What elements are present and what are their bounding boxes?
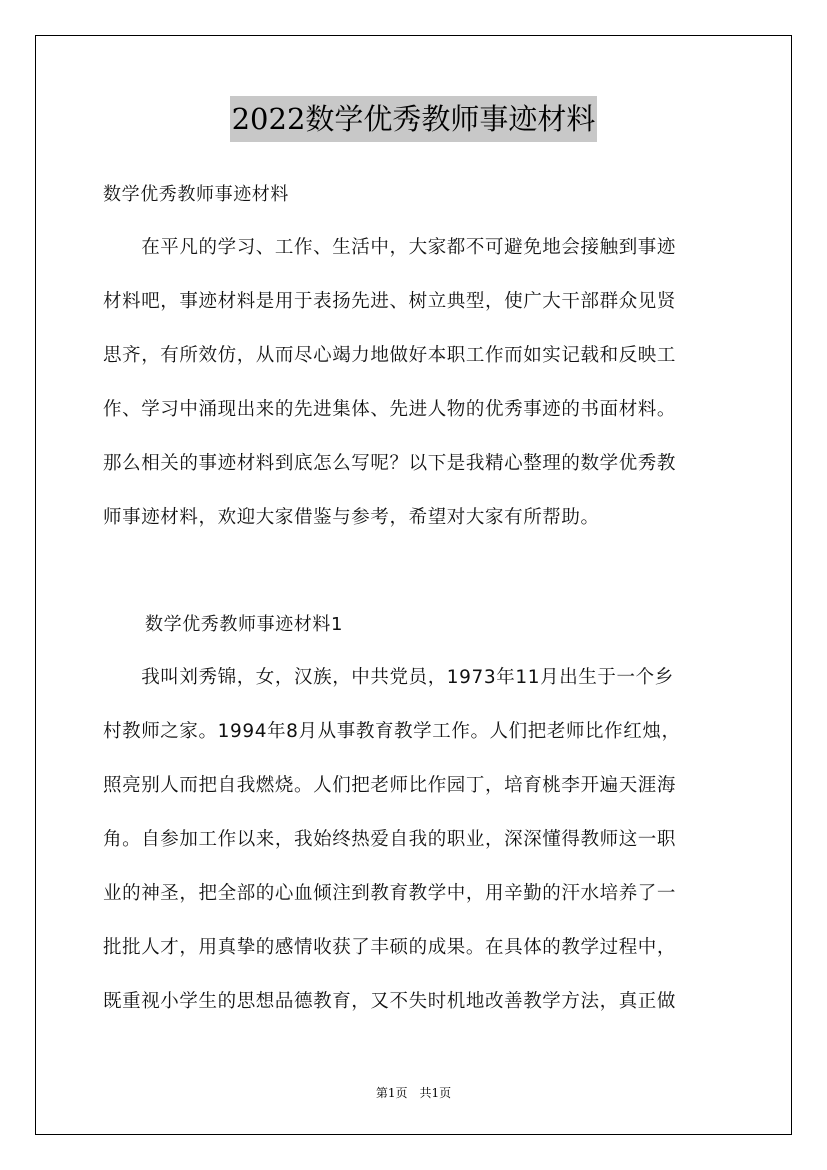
body-line: 业的神圣，把全部的心血倾注到教育教学中，用辛勤的汗水培养了一 [103, 883, 677, 904]
intro-line: 思齐，有所效仿，从而尽心竭力地做好本职工作而如实记载和反映工 [103, 345, 677, 366]
section-heading: 数学优秀教师事迹材料1 [145, 614, 344, 635]
page-footer: 第1页 共1页 [375, 1086, 452, 1100]
intro-line: 那么相关的事迹材料到底怎么写呢？以下是我精心整理的数学优秀教 [103, 453, 677, 474]
document-subtitle: 数学优秀教师事迹材料 [103, 184, 289, 205]
body-line: 批批人才，用真挚的感情收获了丰硕的成果。在具体的教学过程中， [103, 937, 677, 958]
body-line: 角。自参加工作以来，我始终热爱自我的职业，深深懂得教师这一职 [103, 829, 677, 850]
body-line: 既重视小学生的思想品德教育，又不失时机地改善教学方法，真正做 [103, 991, 677, 1012]
intro-line: 作、学习中涌现出来的先进集体、先进人物的优秀事迹的书面材料。 [103, 399, 677, 420]
intro-line: 在平凡的学习、工作、生活中，大家都不可避免地会接触到事迹 [103, 237, 677, 258]
intro-line: 材料吧，事迹材料是用于表扬先进、树立典型，使广大干部群众见贤 [103, 291, 677, 312]
body-line: 照亮别人而把自我燃烧。人们把老师比作园丁，培育桃李开遍天涯海 [103, 775, 677, 796]
intro-line: 师事迹材料，欢迎大家借鉴与参考，希望对大家有所帮助。 [103, 507, 600, 528]
body-line: 我叫刘秀锦，女，汉族，中共党员，1973年11月出生于一个乡 [103, 667, 674, 688]
document-title [0, 96, 827, 142]
body-line: 村教师之家。1994年8月从事教育教学工作。人们把老师比作红烛， [103, 721, 681, 742]
document-title-text: 2022数学优秀教师事迹材料 [230, 96, 598, 142]
